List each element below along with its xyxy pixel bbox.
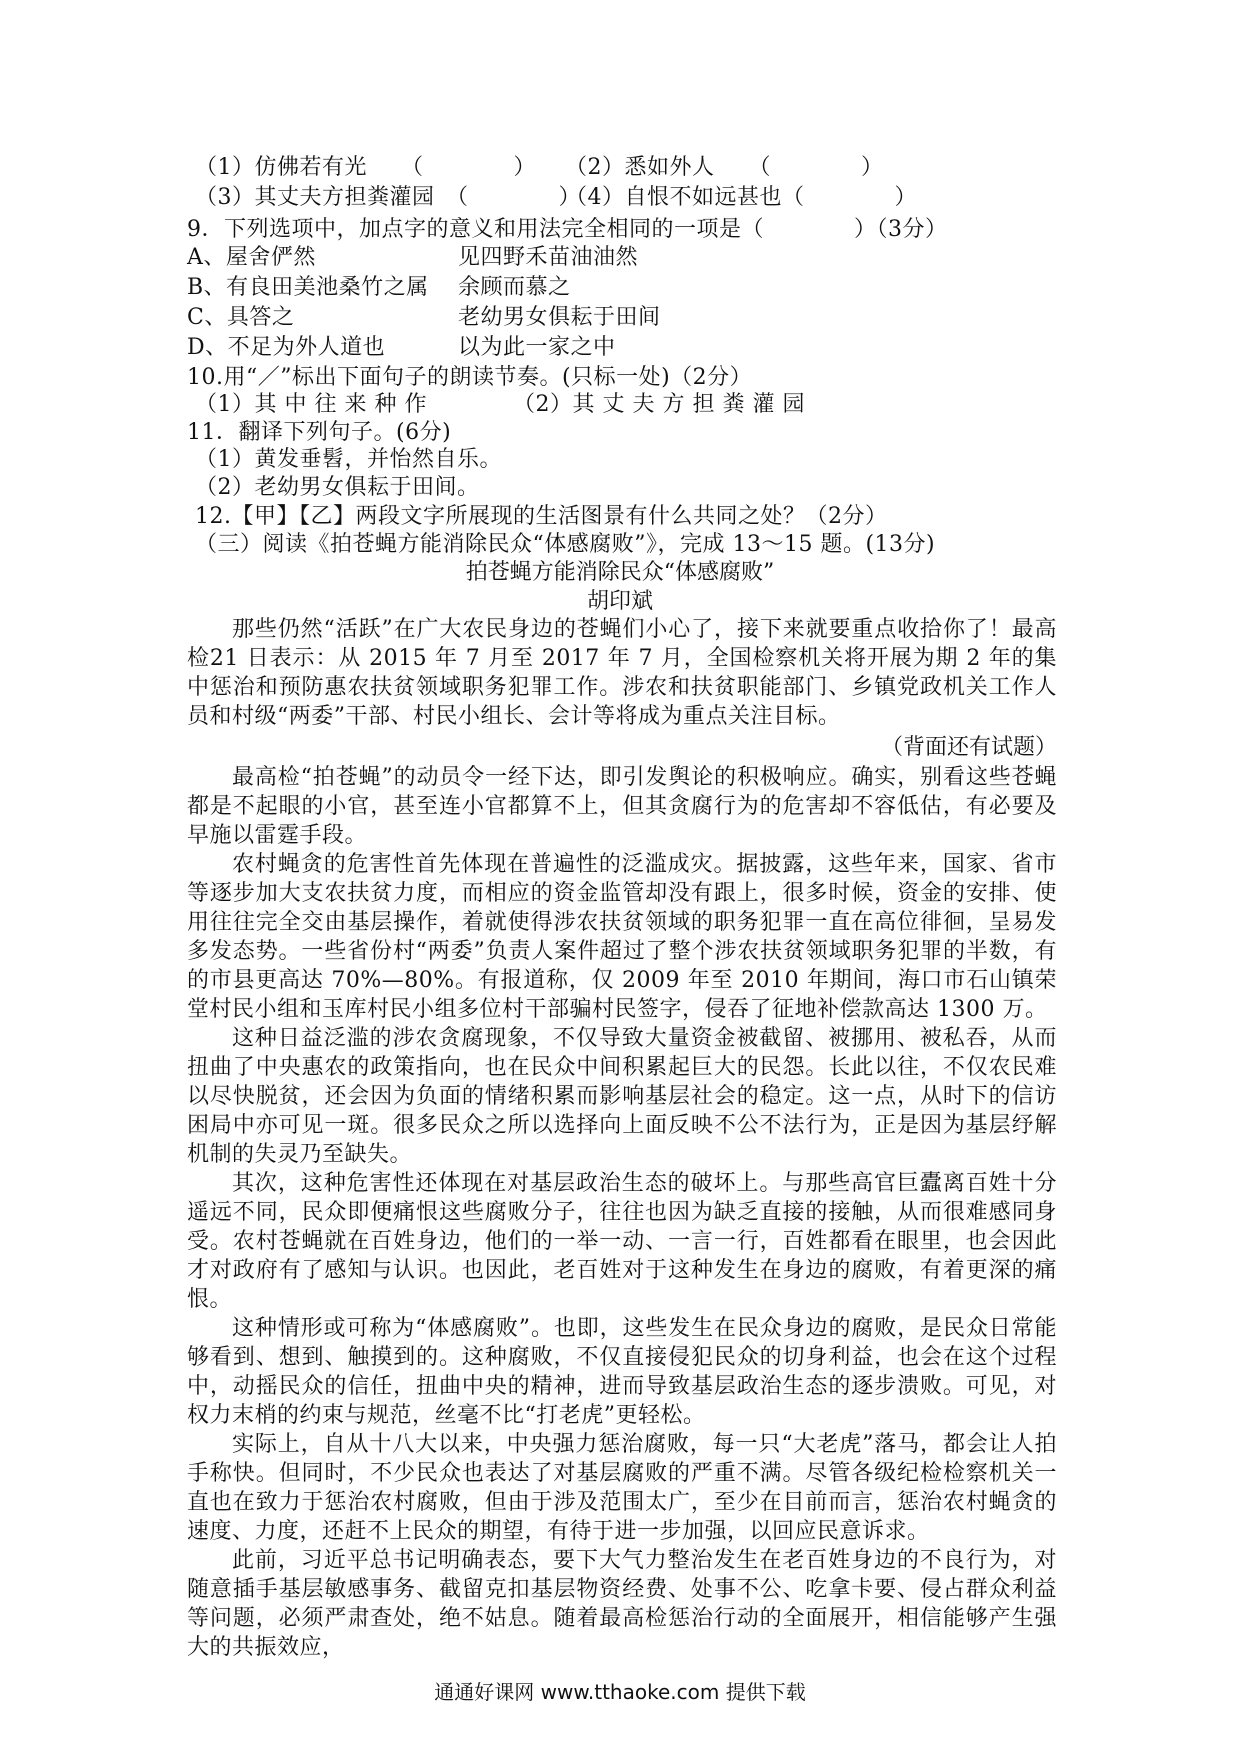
- q10-sentence-1: （1）其 中 往 来 种 作: [195, 392, 427, 417]
- q9-option-d-right: 以为此一家之中: [458, 335, 616, 360]
- q9-option-a-left: A、屋舍俨然: [187, 245, 316, 270]
- q10-stem: 10.用“／”标出下面句子的朗读节奏。(只标一处)（2分）: [187, 365, 753, 390]
- article-title: 拍苍蝇方能消除民众“体感腐败”: [465, 560, 775, 585]
- q9-option-b-right: 余顾而慕之: [458, 275, 571, 300]
- q12-stem: 12.【甲】【乙】两段文字所展现的生活图景有什么共同之处？（2分）: [195, 504, 888, 529]
- q9-option-a-right: 见四野禾苗油油然: [458, 245, 639, 270]
- article-paragraph-1: 那些仍然“活跃”在广大农民身边的苍蝇们小心了，接下来就要重点收拾你了！最高检21 日表示：从 2015 年 7 月至 2017 年 7 月，全国检察机关将开展为期 2 年的集中惩治和预防惠农扶贫领域职务犯罪工作。涉农和扶贫职能部门、乡镇党政机关工作人员和村级“两委”干部、村民小组长、会计等将成为重点关注目标。: [187, 617, 1057, 729]
- article-paragraph-8: 此前，习近平总书记明确表态，要下大气力整治发生在老百姓身边的不良行为，对随意插手基层敏感事务、截留克扣基层物资经费、处事不公、吃拿卡要、侵占群众利益等问题，必须严肃查处，绝不姑息。随着最高检惩治行动的全面展开，相信能够产生强大的共振效应，: [187, 1548, 1057, 1660]
- q10-sentence-2: （2）其 丈 夫 方 担 粪 灌 园: [513, 392, 805, 417]
- q11-sentence-2: （2）老幼男女俱耘于田间。: [195, 475, 480, 500]
- q8-item-3: （3）其丈夫方担粪灌园 （ ）: [195, 185, 581, 210]
- section-3-heading: （三）阅读《拍苍蝇方能消除民众“体感腐败”》，完成 13～15 题。(13分): [195, 532, 936, 557]
- article-paragraph-5: 其次，这种危害性还体现在对基层政治生态的破坏上。与那些高官巨蠹离百姓十分遥远不同，民众即便痛恨这些腐败分子，往往也因为缺乏直接的接触，从而很难感同身受。农村苍蝇就在百姓身边，他们的一举一动、一言一行，百姓都看在眼里，也会因此才对政府有了感知与认识。也因此，老百姓对于这种发生在身边的腐败，有着更深的痛恨。: [187, 1171, 1057, 1312]
- article-paragraph-4: 这种日益泛滥的涉农贪腐现象，不仅导致大量资金被截留、被挪用、被私吞，从而扭曲了中央惠农的政策指向，也在民众中间积累起巨大的民怨。长此以往，不仅农民难以尽快脱贫，还会因为负面的情绪积累而影响基层社会的稳定。这一点，从时下的信访困局中亦可见一斑。很多民众之所以选择向上面反映不公不法行为，正是因为基层纾解机制的失灵乃至缺失。: [187, 1026, 1057, 1167]
- q9-option-c-left: C、具答之: [187, 305, 295, 330]
- q8-item-4: （4）自恨不如远甚也（ ）: [565, 185, 917, 210]
- q11-sentence-1: （1）黄发垂髫，并怡然自乐。: [195, 447, 502, 472]
- article-paragraph-3: 农村蝇贪的危害性首先体现在普遍性的泛滥成灾。据披露，这些年来，国家、省市等逐步加大支农扶贫力度，而相应的资金监管却没有跟上，很多时候，资金的安排、使用往往完全交由基层操作，着就使得涉农扶贫领域的职务犯罪一直在高位徘徊，呈易发多发态势。一些省份村“两委”负责人案件超过了整个涉农扶贫领域职务犯罪的半数，有的市县更高达 70%—80%。有报道称，仅 2009 年至 2010 年期间，海口市石山镇荣堂村民小组和玉库村民小组多位村干部骗村民签字，侵吞了征地补偿款高达 1300 万。: [187, 852, 1057, 1022]
- article-paragraph-2: 最高检“拍苍蝇”的动员令一经下达，即引发舆论的积极响应。确实，别看这些苍蝇都是不起眼的小官，甚至连小官都算不上，但其贪腐行为的危害却不容低估，有必要及早施以雷霆手段。: [187, 765, 1057, 848]
- q9-option-c-right: 老幼男女俱耘于田间: [458, 305, 661, 330]
- q8-item-2: （2）悉如外人 （ ）: [565, 155, 884, 180]
- back-note: （背面还有试题）: [880, 735, 1057, 760]
- q9-option-b-left: B、有良田美池桑竹之属: [187, 275, 429, 300]
- article-paragraph-6: 这种情形或可称为“体感腐败”。也即，这些发生在民众身边的腐败，是民众日常能够看到、想到、触摸到的。这种腐败，不仅直接侵犯民众的切身利益，也会在这个过程中，动摇民众的信任，扭曲中央的精神，进而导致基层政治生态的逐步溃败。可见，对权力末梢的约束与规范，丝毫不比“打老虎”更轻松。: [187, 1316, 1057, 1428]
- q9-stem: 9．下列选项中，加点字的意义和用法完全相同的一项是（ ）（3分）: [187, 217, 948, 242]
- article-paragraph-7: 实际上，自从十八大以来，中央强力惩治腐败，每一只“大老虎”落马，都会让人拍手称快。但同时，不少民众也表达了对基层腐败的严重不满。尽管各级纪检检察机关一直也在致力于惩治农村腐败，但由于涉及范围太广，至少在目前而言，惩治农村蝇贪的速度、力度，还赶不上民众的期望，有待于进一步加强，以回应民意诉求。: [187, 1432, 1057, 1544]
- q8-item-1: （1）仿佛若有光 （ ）: [195, 155, 536, 180]
- q9-option-d-left: D、不足为外人道也: [187, 335, 386, 360]
- article-author: 胡印斌: [586, 589, 653, 614]
- q11-stem: 11．翻译下列句子。(6分): [187, 420, 452, 445]
- footer-source: 通通好课网 www.tthaoke.com 提供下载: [434, 1680, 806, 1704]
